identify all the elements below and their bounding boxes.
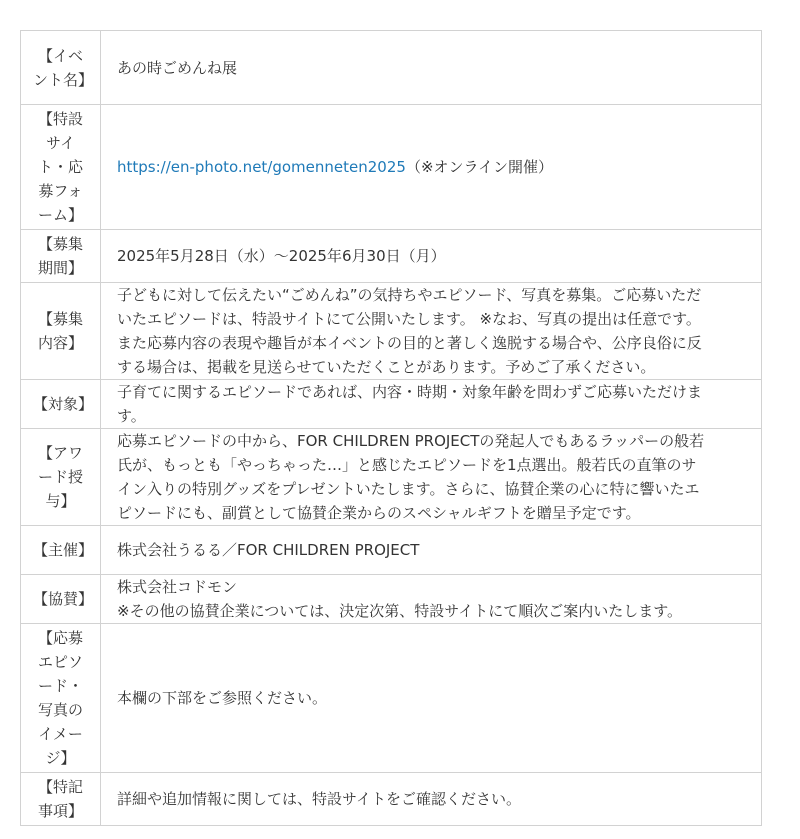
row-label: 【主催】 [21,526,101,575]
table-row-notes [21,773,762,826]
table-row-content [21,283,762,380]
special-site-link[interactable]: https://en-photo.net/gomenneten2025 [117,158,406,176]
online-note: （※オンライン開催） [405,158,554,176]
award-value [101,429,762,526]
text-line: 子育てに関するエピソードであれば、内容・時期・対象年齢を問わずご応募いただけま [117,383,703,401]
special-site-value [101,105,762,230]
text-line: する場合は、掲載を見送らせていただくことがあります。予めご了承ください。 [117,358,656,376]
row-label: 【特設サイト・応募フォーム】 [21,105,101,230]
text-line: 応募エピソードの中から、FOR CHILDREN PROJECTの発起人でもあるラッパーの般若 [117,432,705,450]
row-label: 【対象】 [21,380,101,429]
notes-value: 詳細や追加情報に関しては、特設サイトをご確認ください。 [101,773,762,826]
table-row-target [21,380,762,429]
row-label: 【応募エピソード・写真のイメージ】 [21,624,101,773]
row-label: 【特記事項】 [21,773,101,826]
row-label: 【アワード授与】 [21,429,101,526]
target-value [101,380,762,429]
image-value: 本欄の下部をご参照ください。 [101,624,762,773]
table-row-event-name [21,31,762,105]
text-line: イン入りの特別グッズをプレゼントいたします。さらに、協賛企業の心に特に響いたエ [117,480,700,498]
event-name-value: あの時ごめんね展 [101,31,762,105]
text-line: いたエピソードは、特設サイトにて公開いたします。 ※なお、写真の提出は任意です。 [117,310,701,328]
text-line: ピソードにも、副賞として協賛企業からのスペシャルギフトを贈呈予定です。 [117,504,641,522]
organizer-value: 株式会社うるる／FOR CHILDREN PROJECT [101,526,762,575]
text-line: また応募内容の表現や趣旨が本イベントの目的と著しく逸脱する場合や、公序良俗に反 [117,334,702,352]
row-label: 【募集内容】 [21,283,101,380]
text-line: 株式会社コドモン [117,578,238,596]
table-row-period [21,230,762,283]
row-label: 【協賛】 [21,575,101,624]
table-row-image [21,624,762,773]
text-line: 氏が、もっとも「やっちゃった…」と感じたエピソードを1点選出。般若氏の直筆のサ [117,456,697,474]
event-info-table-container [20,30,762,826]
period-value: 2025年5月28日（水）～2025年6月30日（月） [101,230,762,283]
event-info-table [20,30,762,826]
table-row-sponsor [21,575,762,624]
row-label: 【イベント名】 [21,31,101,105]
table-row-award [21,429,762,526]
table-row-organizer [21,526,762,575]
text-line: す。 [117,407,146,425]
text-line: ※その他の協賛企業については、決定次第、特設サイトにて順次ご案内いたします。 [117,602,683,620]
text-line: 子どもに対して伝えたい“ごめんね”の気持ちやエピソード、写真を募集。ご応募いただ [117,286,702,304]
row-label: 【募集期間】 [21,230,101,283]
content-value [101,283,762,380]
sponsor-value [101,575,762,624]
table-row-special-site [21,105,762,230]
